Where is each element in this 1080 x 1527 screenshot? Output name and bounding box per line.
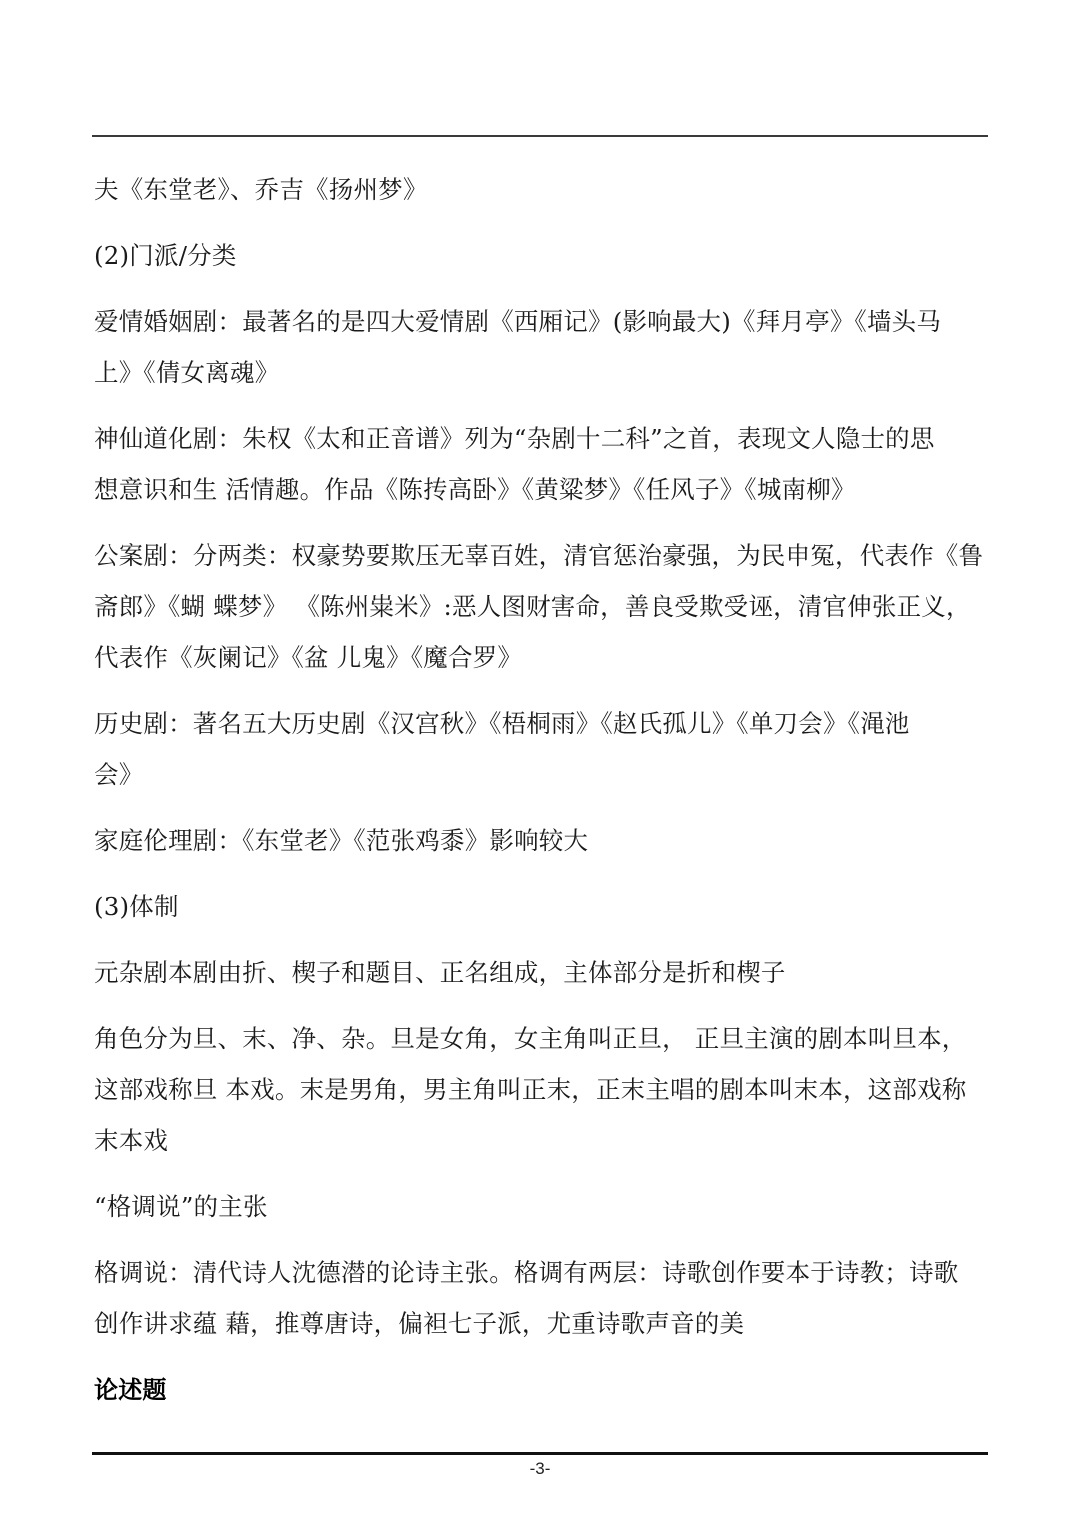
text-line-structure: 元杂剧本剧由折、楔子和题目、正名组成，主体部分是折和楔子 xyxy=(94,958,786,987)
footer-rule xyxy=(92,1452,988,1455)
topic-heading-gediao: “格调说”的主张 xyxy=(94,1192,268,1221)
text-line-court-case-drama: 公案剧：分两类：权豪势要欺压无辜百姓，清官惩治豪强，为民申冤，代表作《鲁 xyxy=(94,541,984,570)
text-line-roles-cont1: 这部戏称旦 本戏。末是男角，男主角叫正末，正末主唱的剧本叫末本，这部戏称 xyxy=(94,1075,967,1104)
page-number: -3- xyxy=(529,1459,551,1478)
text-line-court-case-drama-cont2: 代表作《灰阑记》《盆 儿鬼》《魔合罗》 xyxy=(94,643,523,672)
text-line-court-case-drama-cont1: 斋郎》《蝴 蝶梦》 《陈州粜米》:恶人图财害命，善良受欺受诬，清官伸张正义， xyxy=(94,592,971,621)
text-line-gediao: 格调说：清代诗人沈德潜的论诗主张。格调有两层：诗歌创作要本于诗教；诗歌 xyxy=(94,1258,959,1287)
section-heading-essay-questions: 论述题 xyxy=(94,1376,167,1404)
text-line-immortal-drama-cont: 想意识和生 活情趣。作品《陈抟高卧》《黄粱梦》《任风子》《城南柳》 xyxy=(94,475,856,504)
text-line-roles-cont2: 末本戏 xyxy=(94,1126,169,1155)
subsection-heading-structure: (3)体制 xyxy=(94,892,179,921)
subsection-heading-schools: (2)门派/分类 xyxy=(94,241,237,270)
text-line-roles: 角色分为旦、末、净、杂。旦是女角，女主角叫正旦， 正旦主演的剧本叫旦本， xyxy=(94,1024,967,1053)
text-line-gediao-cont: 创作讲求蕴 藉，推尊唐诗，偏袒七子派，尤重诗歌声音的美 xyxy=(94,1309,745,1338)
text-line-romance-drama-cont: 上》《倩女离魂》 xyxy=(94,358,280,387)
text-line-family-ethics-drama: 家庭伦理剧：《东堂老》《范张鸡黍》影响较大 xyxy=(94,826,589,855)
header-rule xyxy=(92,135,988,137)
text-line-romance-drama: 爱情婚姻剧：最著名的是四大爱情剧《西厢记》(影响最大)《拜月亭》《墙头马 xyxy=(94,307,942,336)
text-line-continuation: 夫《东堂老》、乔吉《扬州梦》 xyxy=(94,175,428,204)
text-line-immortal-drama: 神仙道化剧：朱权《太和正音谱》列为“杂剧十二科”之首，表现文人隐士的思 xyxy=(94,424,935,453)
text-line-history-drama: 历史剧：著名五大历史剧《汉宫秋》《梧桐雨》《赵氏孤儿》《单刀会》《渑池 xyxy=(94,709,910,738)
text-line-history-drama-cont: 会》 xyxy=(94,760,144,789)
